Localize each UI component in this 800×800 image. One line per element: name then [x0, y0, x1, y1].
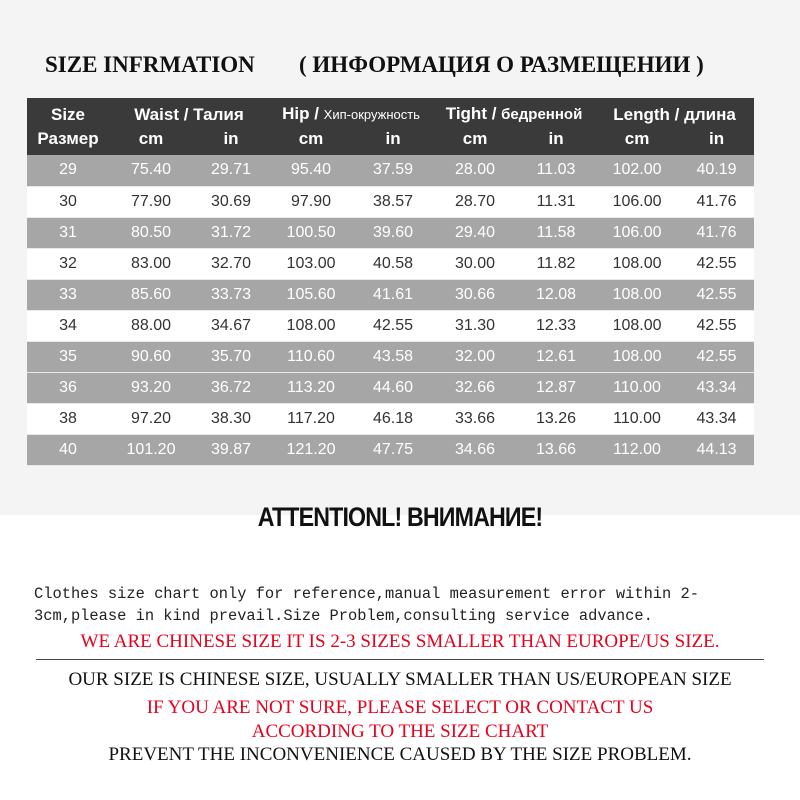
size-cell: 29	[27, 155, 109, 186]
size-cell: 35	[27, 341, 109, 372]
measurement-cell: 108.00	[595, 310, 679, 341]
measurement-cell: 29.40	[433, 217, 517, 248]
table-unit-row	[27, 127, 754, 155]
measurement-cell: 117.20	[269, 403, 353, 434]
table-row	[27, 434, 754, 465]
footer-line-3: ACCORDING TO THE SIZE CHART	[251, 721, 549, 742]
measurement-cell: 29.71	[193, 155, 269, 186]
measurement-cell: 12.33	[517, 310, 595, 341]
measurement-cell: 11.31	[517, 186, 595, 217]
header-unit: in	[193, 127, 269, 155]
header-unit: cm	[433, 127, 517, 155]
measurement-cell: 34.67	[193, 310, 269, 341]
header-hip-en: Hip /	[282, 104, 319, 123]
measurement-cell: 102.00	[595, 155, 679, 186]
measurement-cell: 90.60	[109, 341, 193, 372]
title-russian: ( ИНФОРМАЦИЯ О РАЗМЕЩЕНИИ )	[299, 52, 704, 77]
header-length	[595, 98, 754, 127]
measurement-cell: 12.87	[517, 372, 595, 403]
size-cell: 38	[27, 403, 109, 434]
measurement-cell: 40.58	[353, 248, 433, 279]
header-hip	[269, 98, 433, 127]
size-cell: 34	[27, 310, 109, 341]
measurement-cell: 108.00	[595, 248, 679, 279]
measurement-cell: 11.03	[517, 155, 595, 186]
measurement-cell: 41.76	[679, 217, 754, 248]
header-unit: cm	[109, 127, 193, 155]
measurement-cell: 108.00	[595, 279, 679, 310]
header-unit: cm	[595, 127, 679, 155]
header-tight-ru: бедренной	[501, 106, 583, 123]
measurement-cell: 42.55	[679, 279, 754, 310]
measurement-cell: 41.76	[679, 186, 754, 217]
note-line: 3cm,please in kind prevail.Size Problem,consulting service advance.	[34, 607, 653, 625]
size-cell: 33	[27, 279, 109, 310]
measurement-cell: 113.20	[269, 372, 353, 403]
measurement-cell: 34.66	[433, 434, 517, 465]
header-length-ru: длина	[684, 104, 736, 124]
table-row	[27, 155, 754, 186]
measurement-cell: 31.72	[193, 217, 269, 248]
table-row	[27, 403, 754, 434]
measurement-cell: 93.20	[109, 372, 193, 403]
measurement-cell: 108.00	[595, 341, 679, 372]
measurement-cell: 108.00	[269, 310, 353, 341]
measurement-cell: 30.66	[433, 279, 517, 310]
measurement-cell: 44.60	[353, 372, 433, 403]
page-title	[0, 44, 800, 88]
measurement-cell: 31.30	[433, 310, 517, 341]
measurement-cell: 105.60	[269, 279, 353, 310]
size-cell: 40	[27, 434, 109, 465]
header-unit: in	[353, 127, 433, 155]
measurement-cell: 40.19	[679, 155, 754, 186]
header-size-ru: Размер	[27, 127, 109, 155]
measurement-cell: 32.70	[193, 248, 269, 279]
measurement-cell: 100.50	[269, 217, 353, 248]
measurement-cell: 13.66	[517, 434, 595, 465]
measurement-cell: 41.61	[353, 279, 433, 310]
measurement-cell: 97.20	[109, 403, 193, 434]
header-hip-ru: Хип-окружность	[323, 107, 420, 122]
table-header-row	[27, 98, 754, 127]
measurement-cell: 43.58	[353, 341, 433, 372]
table-row	[27, 341, 754, 372]
measurement-cell: 28.70	[433, 186, 517, 217]
reference-note	[34, 583, 769, 627]
header-waist-en: Waist /	[134, 104, 189, 124]
measurement-cell: 43.34	[679, 372, 754, 403]
header-length-en: Length /	[613, 104, 680, 124]
measurement-cell: 12.61	[517, 341, 595, 372]
measurement-cell: 30.69	[193, 186, 269, 217]
measurement-cell: 39.60	[353, 217, 433, 248]
measurement-cell: 110.00	[595, 372, 679, 403]
footer-line-4: PREVENT THE INCONVENIENCE CAUSED BY THE SIZE PROBLEM.	[108, 744, 692, 765]
table-row	[27, 248, 754, 279]
measurement-cell: 13.26	[517, 403, 595, 434]
measurement-cell: 46.18	[353, 403, 433, 434]
measurement-cell: 112.00	[595, 434, 679, 465]
table-row	[27, 372, 754, 403]
measurement-cell: 47.75	[353, 434, 433, 465]
header-waist	[109, 98, 269, 127]
measurement-cell: 103.00	[269, 248, 353, 279]
measurement-cell: 32.66	[433, 372, 517, 403]
size-cell: 30	[27, 186, 109, 217]
measurement-cell: 33.66	[433, 403, 517, 434]
measurement-cell: 38.57	[353, 186, 433, 217]
measurement-cell: 42.55	[679, 248, 754, 279]
header-size: Size	[27, 98, 109, 127]
size-chart-table	[27, 98, 754, 466]
measurement-cell: 44.13	[679, 434, 754, 465]
divider	[36, 659, 764, 660]
measurement-cell: 106.00	[595, 217, 679, 248]
title-english: SIZE INFRMATION	[45, 52, 255, 77]
footer-line-2: IF YOU ARE NOT SURE, PLEASE SELECT OR CONTACT US	[146, 697, 654, 718]
header-unit: in	[679, 127, 754, 155]
measurement-cell: 110.00	[595, 403, 679, 434]
measurement-cell: 11.58	[517, 217, 595, 248]
footer-line-1: OUR SIZE IS CHINESE SIZE, USUALLY SMALLER THAN US/EUROPEAN SIZE	[68, 669, 732, 690]
table-row	[27, 186, 754, 217]
header-unit: in	[517, 127, 595, 155]
size-cell: 31	[27, 217, 109, 248]
measurement-cell: 30.00	[433, 248, 517, 279]
measurement-cell: 43.34	[679, 403, 754, 434]
header-waist-ru: Талия	[193, 104, 244, 124]
measurement-cell: 88.00	[109, 310, 193, 341]
header-unit: cm	[269, 127, 353, 155]
measurement-cell: 75.40	[109, 155, 193, 186]
measurement-cell: 37.59	[353, 155, 433, 186]
measurement-cell: 42.55	[679, 341, 754, 372]
measurement-cell: 83.00	[109, 248, 193, 279]
measurement-cell: 33.73	[193, 279, 269, 310]
measurement-cell: 28.00	[433, 155, 517, 186]
measurement-cell: 12.08	[517, 279, 595, 310]
chinese-size-warning: WE ARE CHINESE SIZE IT IS 2-3 SIZES SMALLER THAN EUROPE/US SIZE.	[80, 631, 720, 652]
table-body	[27, 155, 754, 465]
measurement-cell: 97.90	[269, 186, 353, 217]
measurement-cell: 106.00	[595, 186, 679, 217]
measurement-cell: 121.20	[269, 434, 353, 465]
measurement-cell: 77.90	[109, 186, 193, 217]
measurement-cell: 42.55	[353, 310, 433, 341]
size-cell: 36	[27, 372, 109, 403]
measurement-cell: 42.55	[679, 310, 754, 341]
measurement-cell: 101.20	[109, 434, 193, 465]
size-cell: 32	[27, 248, 109, 279]
header-tight-en: Tight /	[445, 104, 497, 123]
measurement-cell: 36.72	[193, 372, 269, 403]
measurement-cell: 39.87	[193, 434, 269, 465]
attention-heading: ATTENTIONL! ВНИМАНИЕ!	[257, 502, 543, 532]
measurement-cell: 95.40	[269, 155, 353, 186]
measurement-cell: 35.70	[193, 341, 269, 372]
header-tight	[433, 98, 595, 127]
measurement-cell: 110.60	[269, 341, 353, 372]
measurement-cell: 32.00	[433, 341, 517, 372]
table-row	[27, 279, 754, 310]
measurement-cell: 38.30	[193, 403, 269, 434]
table-row	[27, 310, 754, 341]
table-row	[27, 217, 754, 248]
measurement-cell: 85.60	[109, 279, 193, 310]
measurement-cell: 80.50	[109, 217, 193, 248]
measurement-cell: 11.82	[517, 248, 595, 279]
note-line: Clothes size chart only for reference,manual measurement error within 2-	[34, 585, 699, 603]
